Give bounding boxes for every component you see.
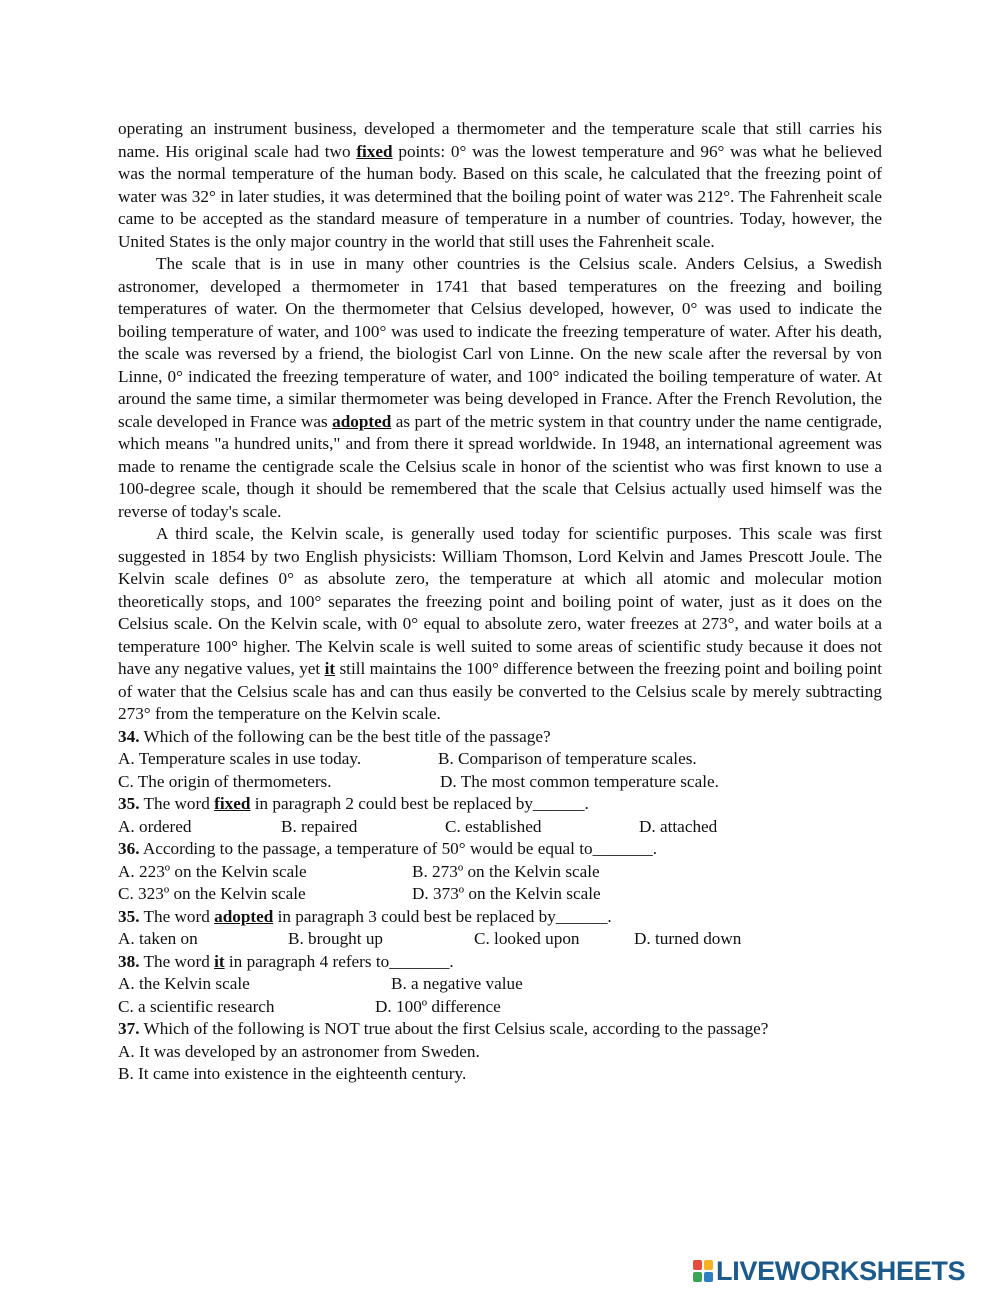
option-d[interactable]: D. attached (639, 816, 718, 836)
option-a[interactable]: A. Temperature scales in use today. (118, 749, 362, 768)
question-stem (118, 951, 882, 974)
logo-text: LIVEWORKSHEETS (716, 1255, 966, 1286)
question-number: 34. (118, 726, 140, 746)
paragraph-text: operating an instrument business, developed a thermometer and the temperature scale that still carries his name. His original scale had two (118, 119, 882, 161)
option-b[interactable]: B. a negative value (391, 974, 523, 993)
question-stem (118, 726, 882, 749)
question-text: Which of the following is NOT true about the first Celsius scale, according to the passage? (139, 1019, 769, 1038)
logo-square-green (693, 1272, 702, 1282)
question-text: According to the passage, a temperature of 50° would be equal to_______. (139, 839, 658, 858)
question-35-adopted (118, 906, 882, 951)
option-a[interactable]: A. taken on (118, 929, 198, 948)
logo-square-red (693, 1260, 702, 1270)
question-stem (118, 838, 882, 861)
question-keyword: it (214, 951, 225, 971)
paragraph-text: A third scale, the Kelvin scale, is generally used today for scientific purposes. This scale was first suggested in 1854 by two English physicists: William Thomson, Lord Kelvin and James Prescott Joule. The Kelvin scale defines 0° as absolute zero, the temperature at which all atomic and molecular motion theoretically stops, and 100° separates the freezing point and boiling point of water, just as it does on the Celsius scale. On the Kelvin scale, with 0° equal to absolute zero, water freezes at 273°, and water boils at a temperature 100° higher. The Kelvin scale is well suited to some areas of scientific study because it does not have any negative values, yet (118, 524, 882, 678)
question-number: 35. (118, 906, 140, 926)
question-text: in paragraph 4 refers to_______. (224, 951, 454, 971)
option-b[interactable]: B. 273º on the Kelvin scale (412, 861, 600, 881)
logo-square-blue (704, 1272, 713, 1282)
option-d[interactable]: D. The most common temperature scale. (440, 771, 719, 791)
question-stem (118, 793, 882, 816)
question-text: in paragraph 2 could best be replaced by______. (250, 794, 589, 813)
question-text: The word (139, 794, 215, 813)
keyword-adopted: adopted (332, 411, 392, 431)
question-stem (118, 1018, 882, 1041)
paragraph-text: as part of the metric system in that country under the name centigrade, which means "a hundred units," and from there it spread worldwide. In 1948, an international agreement was made to rename the centigrade scale the Celsius scale in honor of the scientist who was first known to use a 100-degree scale, though it should be remembered that the scale that Celsius actually used himself was the reverse of today's scale. (118, 411, 882, 521)
question-keyword: fixed (214, 794, 251, 813)
liveworksheets-logo-icon (693, 1260, 713, 1282)
options-row (118, 861, 882, 884)
question-35-fixed (118, 793, 882, 838)
options-row (118, 771, 882, 794)
paragraph-text: points: 0° was the lowest temperature and 96° was what he believed was the normal temperature of the human body. Based on this scale, he calculated that the freezing point of water was 32° in later studies, it was determined that the boiling point of water was 212°. The Fahrenheit scale came to be accepted as the standard measure of temperature in a number of countries. Today, however, the United States is the only major country in the world that still uses the Fahrenheit scale. (118, 141, 882, 251)
options-row (118, 928, 882, 951)
option-d[interactable]: D. 373º on the Kelvin scale (412, 884, 601, 903)
passage-paragraph-2 (118, 253, 882, 523)
option-c[interactable]: C. established (445, 816, 542, 836)
logo-square-yellow (704, 1260, 713, 1270)
option-b[interactable]: B. brought up (288, 929, 384, 948)
passage-paragraph-3 (118, 523, 882, 726)
paragraph-text: The scale that is in use in many other countries is the Celsius scale. Anders Celsius, a Swedish astronomer, developed a thermometer in 1741 that based temperatures on the freezing and boiling temperatures of water. On the thermometer that Celsius developed, however, 0° was used to indicate the boiling temperature of water, and 100° was used to indicate the freezing temperature of water. After his death, the scale was reversed by a friend, the biologist Carl von Linne. On the new scale after the reversal by von Linne, 0° indicated the freezing temperature of water, and 100° indicated the boiling temperature of water. At around the same time, a similar thermometer was being developed in France. After the French Revolution, the scale developed in France was (118, 254, 882, 431)
option-a[interactable]: A. ordered (118, 816, 192, 836)
question-number: 36. (118, 839, 140, 858)
question-keyword: adopted (214, 906, 274, 926)
question-text: Which of the following can be the best title of the passage? (139, 726, 551, 746)
option-a[interactable]: A. the Kelvin scale (118, 974, 250, 993)
question-text: The word (139, 906, 215, 926)
option-b[interactable]: B. repaired (281, 816, 358, 836)
keyword-fixed: fixed (356, 141, 393, 161)
question-34 (118, 726, 882, 794)
paragraph-text: still maintains the 100° difference between the freezing point and boiling point of water that the Celsius scale has and can thus easily be converted to the Celsius scale by merely subtracting 273° from the temperature on the Kelvin scale. (118, 659, 883, 723)
passage-paragraph-1 (118, 118, 882, 253)
option-a[interactable]: A. 223º on the Kelvin scale (118, 861, 307, 881)
option-a[interactable]: A. It was developed by an astronomer from Sweden. (118, 1041, 480, 1061)
options-row (118, 973, 882, 996)
question-number: 35. (118, 794, 140, 813)
question-stem (118, 906, 882, 929)
options-row (118, 1041, 882, 1064)
options-row (118, 748, 882, 771)
option-c[interactable]: C. looked upon (474, 929, 580, 948)
option-b[interactable]: B. It came into existence in the eighteenth century. (118, 1064, 467, 1083)
options-row (118, 883, 882, 906)
option-c[interactable]: C. a scientific research (118, 996, 275, 1016)
question-text: in paragraph 3 could best be replaced by______. (273, 906, 612, 926)
options-row (118, 996, 882, 1019)
question-text: The word (139, 951, 215, 971)
options-row (118, 816, 882, 839)
question-38 (118, 951, 882, 1019)
question-number: 37. (118, 1019, 140, 1038)
options-row (118, 1063, 882, 1086)
question-36 (118, 838, 882, 906)
keyword-it: it (324, 659, 336, 678)
option-b[interactable]: B. Comparison of temperature scales. (438, 749, 697, 768)
liveworksheets-logo (693, 1257, 965, 1285)
question-number: 38. (118, 951, 140, 971)
question-37 (118, 1018, 882, 1086)
option-c[interactable]: C. 323º on the Kelvin scale (118, 884, 306, 903)
option-d[interactable]: D. 100º difference (375, 996, 501, 1016)
worksheet-page (118, 118, 882, 1086)
option-c[interactable]: C. The origin of thermometers. (118, 771, 332, 791)
option-d[interactable]: D. turned down (634, 929, 742, 948)
